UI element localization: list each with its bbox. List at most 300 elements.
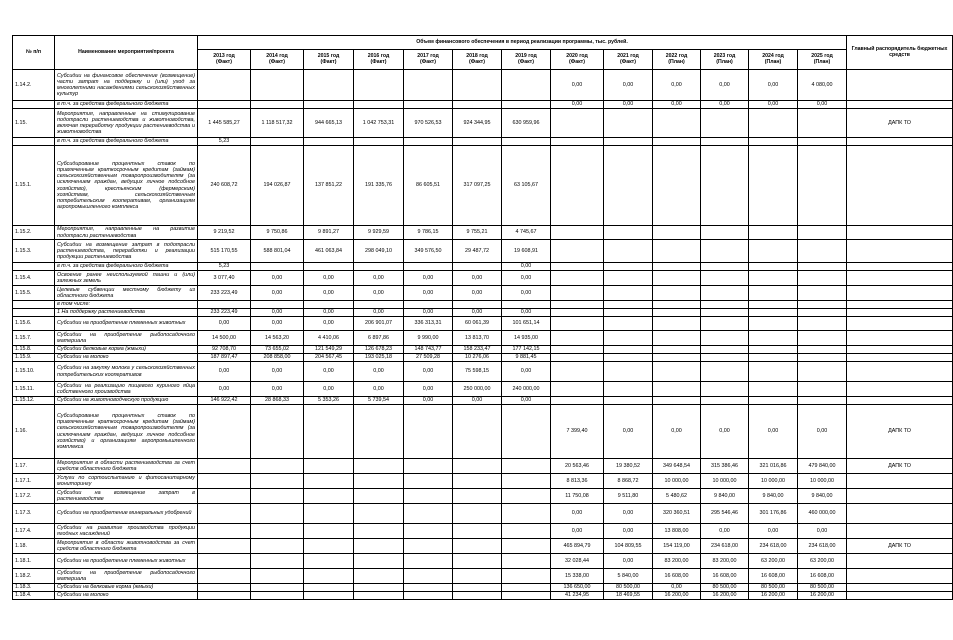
row-value bbox=[404, 504, 453, 524]
row-value: 18 469,55 bbox=[604, 592, 653, 600]
header-year-label: 2014 год bbox=[266, 52, 288, 59]
row-value bbox=[653, 240, 701, 263]
row-value bbox=[198, 504, 251, 524]
row-value bbox=[251, 504, 304, 524]
header-year-label: 2024 год bbox=[762, 52, 784, 59]
row-value bbox=[251, 301, 304, 309]
row-value: 9 840,00 bbox=[798, 489, 847, 504]
table-row bbox=[13, 138, 953, 146]
row-value bbox=[251, 474, 304, 489]
row-name: Субсидии на белковые корма (жмыхи) bbox=[55, 584, 198, 592]
table-row bbox=[13, 584, 953, 592]
header-year-label: 2018 год bbox=[466, 52, 488, 59]
table-row bbox=[13, 309, 953, 317]
row-value bbox=[404, 301, 453, 309]
row-value bbox=[453, 592, 502, 600]
row-responsible bbox=[847, 504, 953, 524]
row-name: Мероприятия, направленные на стимулирование подотрасли растениеводства и животноводства, включая переработку продукции растениеводства и животноводства bbox=[55, 109, 198, 138]
row-value: 15 338,00 bbox=[551, 569, 604, 584]
row-value: 0,00 bbox=[701, 405, 749, 459]
row-responsible bbox=[847, 524, 953, 539]
row-value bbox=[354, 584, 404, 592]
row-value bbox=[198, 584, 251, 592]
row-value bbox=[798, 362, 847, 382]
row-name: в т.ч. за средства федерального бюджета bbox=[55, 138, 198, 146]
row-value bbox=[502, 489, 551, 504]
row-value bbox=[453, 584, 502, 592]
header-year-label: 2023 год bbox=[713, 52, 736, 59]
row-value: 1 042 753,31 bbox=[354, 109, 404, 138]
row-value: 92 708,70 bbox=[198, 346, 251, 354]
row-value bbox=[453, 504, 502, 524]
table-row bbox=[13, 240, 953, 263]
row-value bbox=[198, 539, 251, 554]
row-value bbox=[749, 240, 798, 263]
table-row bbox=[13, 397, 953, 405]
row-value: 0,00 bbox=[604, 524, 653, 539]
row-value bbox=[551, 146, 604, 226]
row-value bbox=[304, 504, 354, 524]
row-value: 0,00 bbox=[749, 405, 798, 459]
row-value: 4 080,00 bbox=[798, 70, 847, 101]
header-year-status: (План) bbox=[813, 58, 831, 65]
row-value: 0,00 bbox=[604, 405, 653, 459]
row-responsible: ДАПК ТО bbox=[847, 109, 953, 138]
row-value bbox=[701, 309, 749, 317]
row-value bbox=[604, 354, 653, 362]
row-value: 9 750,86 bbox=[251, 226, 304, 240]
row-value bbox=[701, 346, 749, 354]
row-value bbox=[551, 397, 604, 405]
row-value bbox=[653, 354, 701, 362]
row-number: 1.15.2. bbox=[13, 226, 55, 240]
header-year bbox=[653, 50, 701, 70]
row-value: 0,00 bbox=[304, 362, 354, 382]
row-value bbox=[198, 474, 251, 489]
row-value: 204 567,45 bbox=[304, 354, 354, 362]
row-value: 1 118 517,32 bbox=[251, 109, 304, 138]
row-value: 0,00 bbox=[653, 101, 701, 109]
row-value: 63 200,00 bbox=[749, 554, 798, 569]
row-value bbox=[251, 263, 304, 271]
row-value bbox=[749, 331, 798, 346]
row-value: 16 608,00 bbox=[653, 569, 701, 584]
row-value: 970 526,53 bbox=[404, 109, 453, 138]
row-value: 29 487,72 bbox=[453, 240, 502, 263]
row-value bbox=[354, 459, 404, 474]
row-value: 0,00 bbox=[404, 362, 453, 382]
row-value bbox=[198, 524, 251, 539]
row-value: 13 813,70 bbox=[453, 331, 502, 346]
row-value bbox=[453, 70, 502, 101]
row-value bbox=[251, 405, 304, 459]
row-value: 0,00 bbox=[453, 397, 502, 405]
row-value: 0,00 bbox=[251, 309, 304, 317]
row-value bbox=[798, 317, 847, 331]
row-number: 1.15.3. bbox=[13, 240, 55, 263]
row-value: 0,00 bbox=[604, 70, 653, 101]
row-value: 240 000,00 bbox=[502, 382, 551, 397]
header-year bbox=[453, 50, 502, 70]
header-year-status: (Факт) bbox=[469, 58, 485, 65]
row-value: 28 868,33 bbox=[251, 397, 304, 405]
row-value: 4 745,67 bbox=[502, 226, 551, 240]
row-value: 0,00 bbox=[453, 309, 502, 317]
row-value: 0,00 bbox=[551, 524, 604, 539]
row-number: 1.17.4. bbox=[13, 524, 55, 539]
row-value: 10 000,00 bbox=[653, 474, 701, 489]
table-row bbox=[13, 554, 953, 569]
row-value: 19 608,91 bbox=[502, 240, 551, 263]
row-value bbox=[304, 554, 354, 569]
table-row bbox=[13, 301, 953, 309]
row-number bbox=[13, 301, 55, 309]
row-value: 7 399,40 bbox=[551, 405, 604, 459]
row-name: Целевые субвенции местному бюджету из областного бюджета bbox=[55, 286, 198, 301]
row-value: 5,23 bbox=[198, 138, 251, 146]
table-row bbox=[13, 331, 953, 346]
table-row bbox=[13, 354, 953, 362]
row-value bbox=[304, 405, 354, 459]
row-value bbox=[551, 362, 604, 382]
row-value bbox=[404, 405, 453, 459]
row-value: 924 344,95 bbox=[453, 109, 502, 138]
header-year-label: 2020 год bbox=[566, 52, 588, 59]
row-value: 16 200,00 bbox=[653, 592, 701, 600]
row-value: 86 605,51 bbox=[404, 146, 453, 226]
table-row bbox=[13, 146, 953, 226]
row-value bbox=[653, 226, 701, 240]
row-number: 1.15.7. bbox=[13, 331, 55, 346]
row-value bbox=[701, 146, 749, 226]
row-value bbox=[653, 346, 701, 354]
row-value bbox=[701, 382, 749, 397]
row-value bbox=[354, 554, 404, 569]
row-value bbox=[304, 584, 354, 592]
row-responsible bbox=[847, 354, 953, 362]
row-value: 944 665,13 bbox=[304, 109, 354, 138]
row-number bbox=[13, 309, 55, 317]
row-value: 63 200,00 bbox=[798, 554, 847, 569]
row-value bbox=[502, 459, 551, 474]
row-value: 16 200,00 bbox=[701, 592, 749, 600]
row-value: 73 655,02 bbox=[251, 346, 304, 354]
row-number: 1.18.3. bbox=[13, 584, 55, 592]
row-name: 1 На поддержку растениеводства bbox=[55, 309, 198, 317]
row-value bbox=[502, 524, 551, 539]
table-row bbox=[13, 569, 953, 584]
row-value bbox=[404, 101, 453, 109]
row-value: 0,00 bbox=[304, 317, 354, 331]
row-value: 0,00 bbox=[798, 101, 847, 109]
header-year bbox=[404, 50, 453, 70]
row-responsible bbox=[847, 286, 953, 301]
row-value bbox=[354, 301, 404, 309]
row-value bbox=[749, 382, 798, 397]
row-value bbox=[354, 504, 404, 524]
row-value bbox=[798, 109, 847, 138]
row-value bbox=[354, 539, 404, 554]
row-value: 63 105,67 bbox=[502, 146, 551, 226]
row-value: 16 200,00 bbox=[798, 592, 847, 600]
row-value: 0,00 bbox=[653, 405, 701, 459]
row-value bbox=[551, 331, 604, 346]
row-responsible bbox=[847, 138, 953, 146]
row-value bbox=[653, 382, 701, 397]
row-value: 9 219,52 bbox=[198, 226, 251, 240]
row-value bbox=[502, 584, 551, 592]
header-year bbox=[354, 50, 404, 70]
row-value: 0,00 bbox=[798, 524, 847, 539]
row-value: 9 840,00 bbox=[701, 489, 749, 504]
row-responsible bbox=[847, 263, 953, 271]
row-name: Субсидии на развитие производства продукции ягодных насаждений bbox=[55, 524, 198, 539]
row-value bbox=[701, 271, 749, 286]
row-value: 0,00 bbox=[551, 504, 604, 524]
row-value bbox=[198, 405, 251, 459]
row-value: 0,00 bbox=[404, 382, 453, 397]
table-row bbox=[13, 70, 953, 101]
row-value bbox=[551, 382, 604, 397]
table-row bbox=[13, 286, 953, 301]
row-value: 9 929,59 bbox=[354, 226, 404, 240]
row-value bbox=[304, 539, 354, 554]
row-value: 8 868,72 bbox=[604, 474, 653, 489]
row-value: 0,00 bbox=[701, 70, 749, 101]
row-value: 5,23 bbox=[198, 263, 251, 271]
row-value bbox=[749, 263, 798, 271]
row-value bbox=[653, 109, 701, 138]
row-value bbox=[404, 263, 453, 271]
row-name: в т.ч. за средства федерального бюджета bbox=[55, 263, 198, 271]
row-value bbox=[701, 240, 749, 263]
table-row bbox=[13, 263, 953, 271]
row-value bbox=[251, 539, 304, 554]
row-value bbox=[604, 286, 653, 301]
row-value bbox=[304, 70, 354, 101]
row-value bbox=[701, 354, 749, 362]
row-value: 0,00 bbox=[251, 271, 304, 286]
row-value bbox=[653, 309, 701, 317]
row-number bbox=[13, 138, 55, 146]
row-value bbox=[551, 286, 604, 301]
row-value: 0,00 bbox=[354, 382, 404, 397]
row-value bbox=[304, 101, 354, 109]
row-value bbox=[453, 569, 502, 584]
row-value bbox=[749, 146, 798, 226]
header-year-status: (Факт) bbox=[370, 58, 387, 65]
row-value: 233 223,49 bbox=[198, 309, 251, 317]
row-value bbox=[749, 317, 798, 331]
header-year-status: (Факт) bbox=[420, 58, 436, 65]
row-value bbox=[404, 70, 453, 101]
row-value bbox=[701, 109, 749, 138]
header-year-status: (Факт) bbox=[320, 58, 337, 65]
row-value: 80 500,00 bbox=[798, 584, 847, 592]
row-value: 321 016,86 bbox=[749, 459, 798, 474]
row-value bbox=[354, 101, 404, 109]
row-value: 14 563,20 bbox=[251, 331, 304, 346]
row-value: 349 648,54 bbox=[653, 459, 701, 474]
row-value: 177 142,15 bbox=[502, 346, 551, 354]
row-name: Субсидии на приобретение рыбопосадочного материала bbox=[55, 331, 198, 346]
row-value: 460 000,00 bbox=[798, 504, 847, 524]
header-year bbox=[701, 50, 749, 70]
table-row bbox=[13, 539, 953, 554]
row-value: 1 445 585,27 bbox=[198, 109, 251, 138]
row-value: 0,00 bbox=[604, 101, 653, 109]
row-name: Субсидии на приобретение минеральных удобрений bbox=[55, 504, 198, 524]
row-value bbox=[604, 109, 653, 138]
header-year-status: (План) bbox=[668, 58, 685, 65]
row-value: 0,00 bbox=[251, 317, 304, 331]
row-value: 126 678,23 bbox=[354, 346, 404, 354]
header-year-label: 2019 год bbox=[515, 52, 537, 59]
row-responsible: ДАПК ТО bbox=[847, 459, 953, 474]
row-value: 0,00 bbox=[701, 524, 749, 539]
row-value bbox=[354, 405, 404, 459]
row-number: 1.17.3. bbox=[13, 504, 55, 524]
row-name: Мероприятия в области растениеводства за счет средств областного бюджета bbox=[55, 459, 198, 474]
row-value bbox=[304, 138, 354, 146]
row-value bbox=[354, 138, 404, 146]
row-value bbox=[798, 346, 847, 354]
row-value bbox=[251, 138, 304, 146]
row-name: Субсидирование процентных ставок по привлеченным краткосрочным кредитам (займам) сельскохозяйственным товаропроизводителям (за исключением граждан, ведущих личное подсобное хозяйство) и организациям агропромышленного комплекса bbox=[55, 405, 198, 459]
row-value: 0,00 bbox=[404, 397, 453, 405]
row-value: 3 077,40 bbox=[198, 271, 251, 286]
row-value: 0,00 bbox=[701, 101, 749, 109]
row-value bbox=[701, 138, 749, 146]
row-value bbox=[198, 569, 251, 584]
row-value bbox=[304, 569, 354, 584]
row-value bbox=[304, 263, 354, 271]
row-value bbox=[453, 474, 502, 489]
row-value: 0,00 bbox=[551, 70, 604, 101]
row-value bbox=[604, 138, 653, 146]
row-value bbox=[798, 331, 847, 346]
row-responsible bbox=[847, 146, 953, 226]
row-value: 0,00 bbox=[251, 362, 304, 382]
header-year-label: 2015 год bbox=[317, 52, 340, 59]
row-name: Субсидии на молоко bbox=[55, 592, 198, 600]
row-value bbox=[502, 569, 551, 584]
row-value bbox=[798, 286, 847, 301]
header-year bbox=[198, 50, 251, 70]
row-value: 16 608,00 bbox=[749, 569, 798, 584]
row-value: 234 618,00 bbox=[749, 539, 798, 554]
row-value bbox=[453, 101, 502, 109]
row-value: 9 990,00 bbox=[404, 331, 453, 346]
row-name: Субсидии на приобретение племенных животных bbox=[55, 554, 198, 569]
row-value: 0,00 bbox=[502, 309, 551, 317]
table-row bbox=[13, 101, 953, 109]
row-value: 193 025,18 bbox=[354, 354, 404, 362]
row-value: 0,00 bbox=[354, 271, 404, 286]
row-value bbox=[354, 592, 404, 600]
row-value: 9 840,00 bbox=[749, 489, 798, 504]
row-responsible bbox=[847, 309, 953, 317]
row-value bbox=[604, 317, 653, 331]
row-value: 137 851,22 bbox=[304, 146, 354, 226]
row-value bbox=[404, 554, 453, 569]
row-value: 32 028,44 bbox=[551, 554, 604, 569]
row-value bbox=[701, 397, 749, 405]
row-value bbox=[798, 354, 847, 362]
table-row bbox=[13, 459, 953, 474]
row-value bbox=[251, 459, 304, 474]
row-name: Субсидии на возмещение затрат в растениеводстве bbox=[55, 489, 198, 504]
header-year bbox=[604, 50, 653, 70]
row-number: 1.15.10. bbox=[13, 362, 55, 382]
row-value bbox=[701, 362, 749, 382]
row-value: 10 000,00 bbox=[749, 474, 798, 489]
header-year-status: (План) bbox=[764, 58, 782, 65]
row-value: 16 200,00 bbox=[749, 592, 798, 600]
row-value bbox=[551, 317, 604, 331]
row-value bbox=[604, 309, 653, 317]
row-value: 0,00 bbox=[354, 309, 404, 317]
row-value bbox=[653, 397, 701, 405]
row-value bbox=[798, 138, 847, 146]
row-value bbox=[404, 474, 453, 489]
row-value: 298 049,10 bbox=[354, 240, 404, 263]
row-value bbox=[198, 554, 251, 569]
row-value bbox=[502, 504, 551, 524]
row-value bbox=[551, 346, 604, 354]
row-value bbox=[404, 592, 453, 600]
row-value bbox=[453, 489, 502, 504]
row-value: 9 755,21 bbox=[453, 226, 502, 240]
row-value bbox=[653, 263, 701, 271]
row-number: 1.18.1. bbox=[13, 554, 55, 569]
row-value: 479 840,00 bbox=[798, 459, 847, 474]
header-year-status: (План) bbox=[716, 58, 733, 65]
row-value: 0,00 bbox=[502, 263, 551, 271]
row-number: 1.17. bbox=[13, 459, 55, 474]
row-responsible bbox=[847, 362, 953, 382]
row-value: 20 563,46 bbox=[551, 459, 604, 474]
row-value: 60 061,39 bbox=[453, 317, 502, 331]
row-value bbox=[604, 362, 653, 382]
row-value: 0,00 bbox=[502, 286, 551, 301]
row-value bbox=[354, 569, 404, 584]
row-value bbox=[354, 524, 404, 539]
row-responsible bbox=[847, 346, 953, 354]
row-value bbox=[701, 301, 749, 309]
row-value bbox=[604, 146, 653, 226]
row-value: 104 809,55 bbox=[604, 539, 653, 554]
row-number: 1.15.9. bbox=[13, 354, 55, 362]
row-value bbox=[604, 226, 653, 240]
row-value bbox=[653, 362, 701, 382]
row-value: 0,00 bbox=[453, 271, 502, 286]
row-value: 336 313,31 bbox=[404, 317, 453, 331]
row-number: 1.18. bbox=[13, 539, 55, 554]
row-value: 0,00 bbox=[198, 317, 251, 331]
row-value bbox=[304, 592, 354, 600]
row-value bbox=[453, 524, 502, 539]
header-year bbox=[251, 50, 304, 70]
row-name: в том числе: bbox=[55, 301, 198, 309]
row-value: 206 901,07 bbox=[354, 317, 404, 331]
row-value: 0,00 bbox=[304, 286, 354, 301]
row-value bbox=[749, 271, 798, 286]
row-value bbox=[404, 459, 453, 474]
row-value: 191 335,76 bbox=[354, 146, 404, 226]
row-value bbox=[653, 331, 701, 346]
row-value: 8 813,36 bbox=[551, 474, 604, 489]
